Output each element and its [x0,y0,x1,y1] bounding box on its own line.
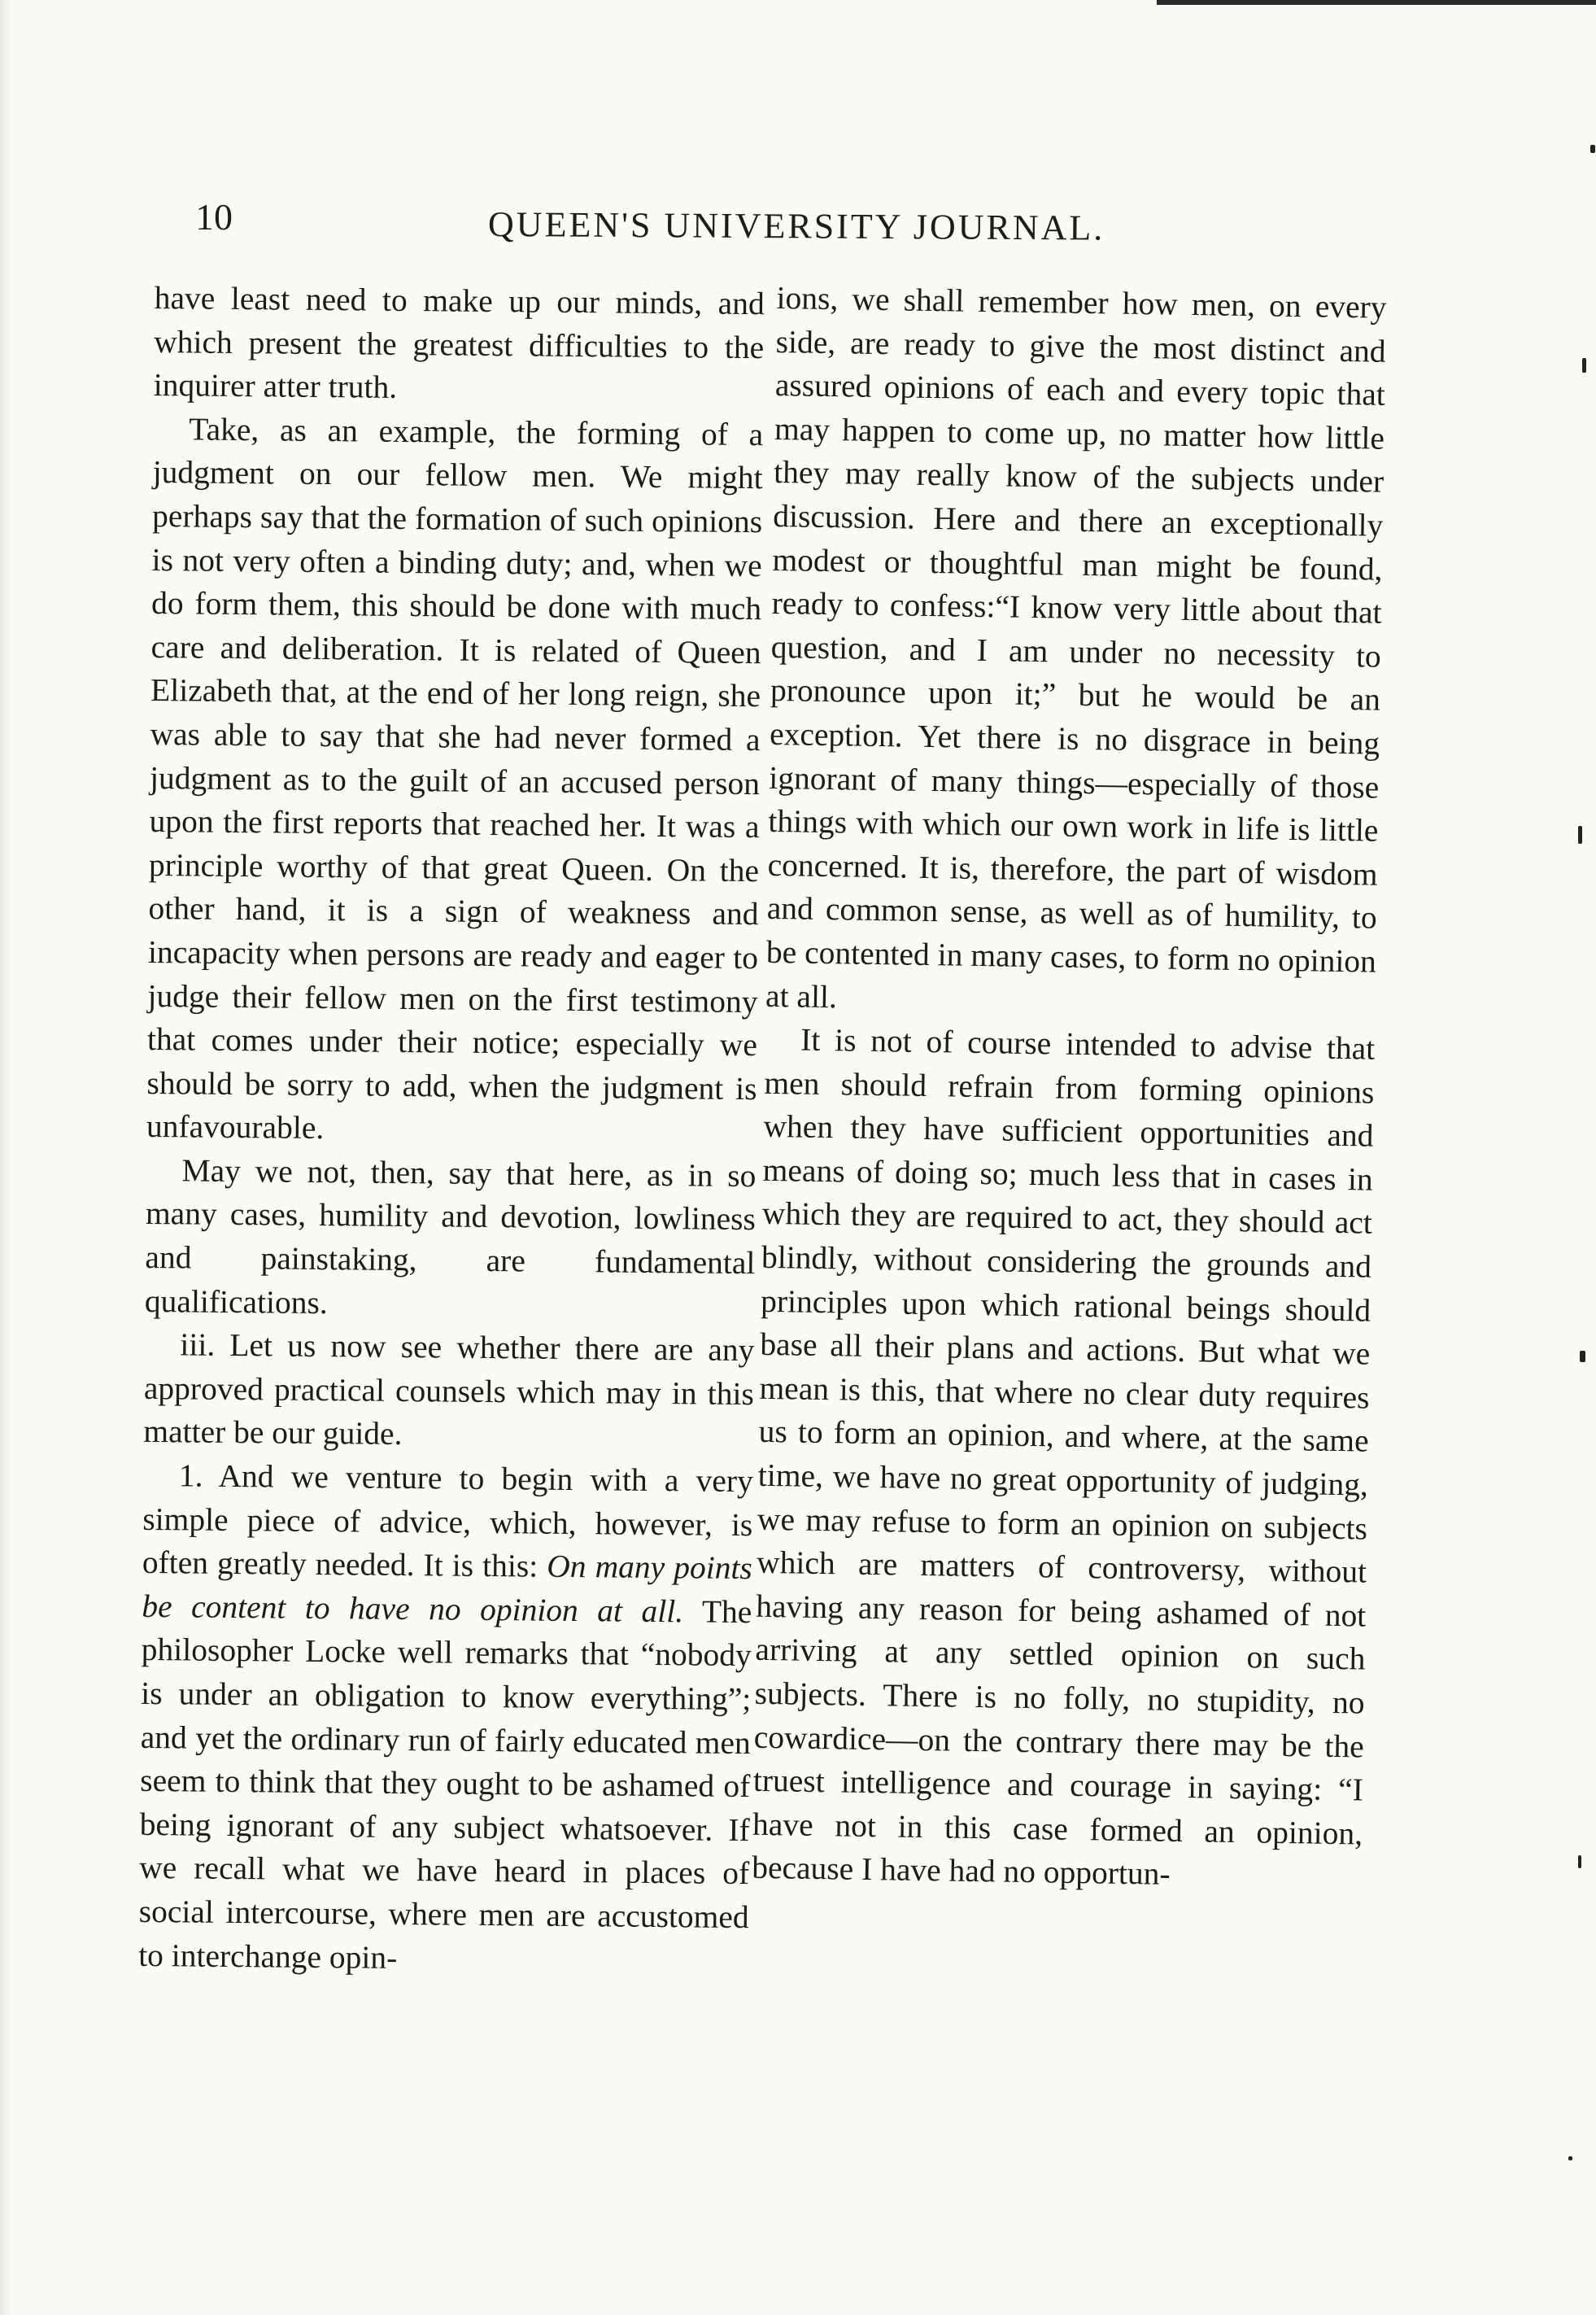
scan-speck [1578,1855,1581,1868]
page-number: 10 [195,196,233,238]
scan-border-line [1157,0,1596,5]
scan-speck [1578,826,1582,844]
paragraph-text: 1. And we venture to begin with a very simple piece of advice, which, however, is often greatly needed. It is this: [142,1457,754,1584]
paragraph: Take, as an example, the forming of a judgment on our fellow men. We might perhaps say that the formation of such opinions is not very often a binding duty; and, when we do form them, this should be done with much care and deliberation. It is related of Queen Elizabeth that, at the end of her long reign, she was able to say that she had never formed a judgment as to the guilt of an accused person upon the first reports that reached her. It was a principle worthy of that great Queen. On the other hand, it is a sign of weakness and incapacity when persons are ready and eager to judge their fellow men on the first testimony that comes under their notice; especially we should be sorry to add, when the judgment is unfavourable. [146,411,764,1147]
journal-title: QUEEN'S UNIVERSITY JOURNAL. [487,204,1105,248]
paragraph: May we not, then, say that here, as in so many cases, humility and devotion, lowliness and painstaking, are fundamental qualifications. [144,1152,757,1321]
page-header [195,195,1407,260]
paragraph-text: The philosopher Locke well remarks that “nobody is under an obligation to know everything”; and yet the ordinary run of fairly educated men seem to think that they ought to be ashamed of being ignorant of any subject whatsoever. If we recall what we have heard in places of social intercourse, where men are accustomed to interchange opin- [137,1593,752,1976]
paragraph: iii. Let us now see whether there are any approved practical counsels which may in this matter be our guide. [143,1326,755,1452]
scan-speck [1568,2156,1572,2160]
italic-text: On many points be content to have no opinion at all. [142,1548,753,1630]
left-column [138,277,765,1983]
right-column [752,277,1387,1900]
paragraph: It is not of course intended to advise that men should refrain from forming opinions when they have sufficient opportunities and means of doing so; much less that in cases in which they are required to act, they should act blindly, without considering the grounds and principles upon which rational beings should base all their plans and actions. But what we mean is this, that where no clear duty requires us to form an opinion, and where, at the same time, we have no great opportunity of judging, we may refuse to form an opinion on subjects which are matters of controversy, without having any reason for being ashamed of not arriving at any settled opinion on such subjects. There is no folly, no stupidity, no cowardice—on the contrary there may be the truest intelligence and courage in saying: “I have not in this case formed an opinion, because I have had no opportun- [751,1021,1376,1893]
scan-margin [0,0,11,2315]
paragraph: have least need to make up our minds, and which present the greatest difficulties to the inquirer atter truth. [153,279,765,406]
paragraph [138,1454,753,1983]
paragraph: ions, we shall remember how men, on every side, are ready to give the most distinct and assured opinions of each and every topic that may happen to come up, no matter how little they may really know of the subjects under discussion. Here and there an exceptionally modest or thoughtful man might be found, ready to confess:“I know very little about that question, and I am under no necessity to pronounce upon it;” but he would be an exception. Yet there is no disgrace in being ignorant of many things—especially of those things with which our own work in life is little concerned. It is, therefore, the part of wisdom and common sense, as well as of humility, to be contented in many cases, to form no opinion at all. [765,279,1387,1015]
scan-speck [1590,145,1595,153]
scan-speck [1580,1351,1585,1362]
scan-speck [1582,358,1586,373]
